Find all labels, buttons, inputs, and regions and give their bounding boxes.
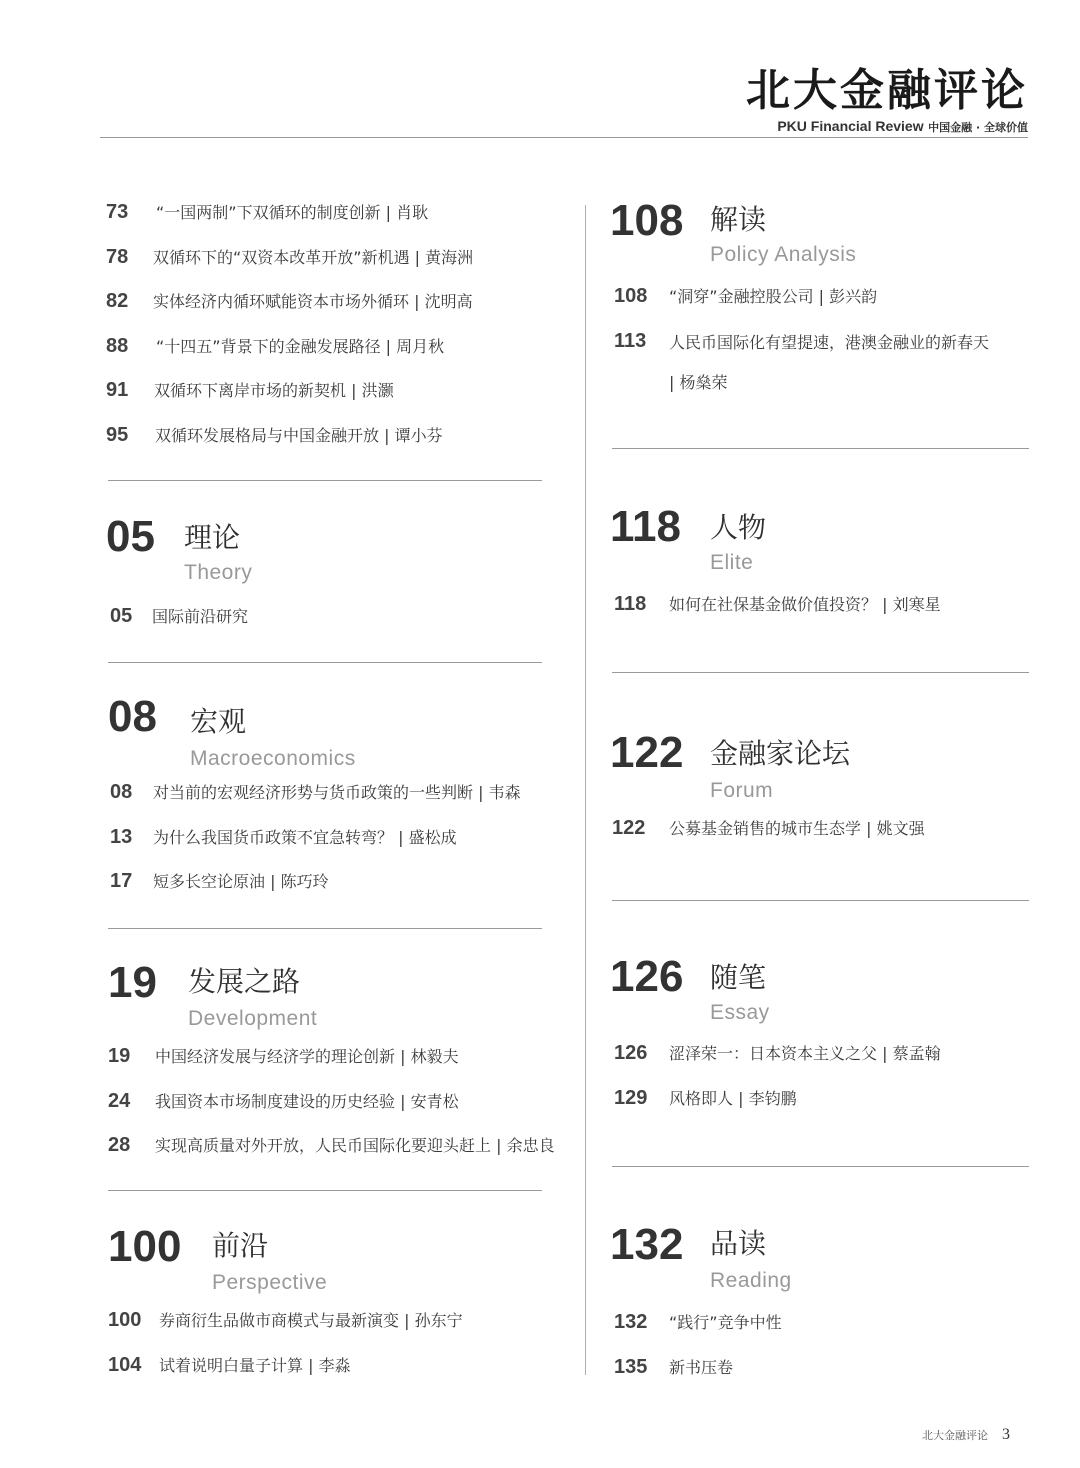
article-title: 试着说明白量子计算 | 李淼: [159, 1355, 351, 1375]
page-number-footer: 3: [1002, 1426, 1010, 1443]
section-title: 宏观: [190, 705, 247, 738]
article-title: 涩泽荣一：日本资本主义之父 | 蔡孟翰: [669, 1044, 941, 1063]
section-title: 发展之路: [188, 965, 301, 998]
footer-publication: 北大金融评论: [922, 1429, 988, 1442]
section-theory: [106, 512, 576, 649]
page-number: 08: [110, 781, 133, 803]
section-title: 金融家论坛: [710, 737, 851, 770]
page-number: 126: [614, 1042, 648, 1064]
section-title-en: Development: [188, 1007, 318, 1030]
page-number: 05: [110, 605, 133, 627]
article-title: 为什么我国货币政策不宜急转弯？ | 盛松成: [153, 827, 457, 847]
article-title: 短多长空论原油 | 陈巧玲: [153, 872, 329, 891]
article-title: 双循环下离岸市场的新契机 | 洪灏: [154, 381, 394, 400]
section-title: 前沿: [212, 1229, 269, 1262]
magazine-title: 北大金融评论: [746, 65, 1028, 116]
toc-entry[interactable]: [614, 1041, 1030, 1086]
section-number: 100: [108, 1222, 182, 1271]
masthead-rule: [100, 137, 1028, 138]
article-title: 国际前沿研究: [152, 607, 249, 626]
section-number: 132: [610, 1220, 684, 1269]
section-title-en: Elite: [710, 551, 754, 574]
page-number: 91: [106, 379, 129, 401]
section-title: 理论: [184, 521, 241, 554]
article-title: 新书压卷: [669, 1357, 734, 1377]
page-number: 19: [108, 1045, 131, 1067]
page-number: 73: [106, 201, 129, 223]
toc-entry[interactable]: [614, 1310, 1030, 1355]
page-number: 113: [614, 329, 647, 352]
article-title: 我国资本市场制度建设的历史经验 | 安青松: [155, 1091, 459, 1111]
section-title: 品读: [710, 1227, 767, 1260]
toc-entry[interactable]: [106, 245, 576, 290]
page-number: 132: [614, 1311, 648, 1333]
article-title: “洞穿”金融控股公司 | 彭兴韵: [669, 287, 878, 306]
page-number: 135: [614, 1355, 648, 1378]
section-title-en: Reading: [710, 1269, 792, 1292]
section-title: 随笔: [710, 961, 767, 994]
intro-entries: [106, 200, 576, 467]
section-forum: [610, 728, 1030, 861]
magazine-slogan: 中国金融 · 全球价值: [928, 121, 1028, 134]
section-macroeconomics: [108, 692, 578, 914]
section-rule: [612, 1166, 1029, 1167]
section-rule: [108, 662, 542, 663]
toc-entry[interactable]: [108, 1089, 583, 1134]
article-title: 风格即人 | 李钧鹏: [669, 1088, 797, 1108]
article-title: 对当前的宏观经济形势与货币政策的一些判断 | 韦森: [153, 783, 521, 802]
section-essay: [610, 952, 1030, 1130]
toc-entry[interactable]: [106, 334, 576, 379]
page-number: 118: [614, 593, 647, 615]
page-footer: [922, 1426, 1010, 1444]
article-title: “一国两制”下双循环的制度创新 | 肖耿: [156, 203, 429, 222]
page-number: 108: [614, 285, 648, 307]
article-title: 人民币国际化有望提速，港澳金融业的新春天 | 杨燊荣: [669, 332, 990, 392]
page-number: 95: [106, 423, 129, 446]
section-number: 122: [610, 728, 684, 777]
section-number: 108: [610, 196, 684, 245]
section-number: 05: [106, 512, 155, 561]
page-number: 82: [106, 290, 129, 312]
section-development: [108, 958, 583, 1178]
article-title: 双循环下的“双资本改革开放”新机遇 | 黄海洲: [153, 247, 474, 267]
page-number: 78: [106, 245, 129, 268]
section-rule: [612, 448, 1029, 449]
magazine-subtitle-en: PKU Financial Review: [777, 118, 924, 134]
article-title: 券商衍生品做市商模式与最新演变 | 孙东宁: [159, 1311, 463, 1330]
magazine-subtitle: [746, 118, 1028, 135]
section-title-en: Macroeconomics: [190, 747, 356, 770]
section-rule: [108, 480, 542, 481]
article-title: 如何在社保基金做价值投资？ | 刘寒星: [669, 595, 941, 614]
page-number: 24: [108, 1089, 131, 1112]
section-title-en: Policy Analysis: [710, 243, 857, 266]
toc-entry[interactable]: [614, 1355, 1030, 1400]
toc-entry[interactable]: [108, 1044, 583, 1089]
toc-entry[interactable]: [106, 378, 576, 423]
section-number: 118: [610, 502, 681, 551]
section-elite: [610, 502, 1030, 637]
article-title: “十四五”背景下的金融发展路径 | 周月秋: [156, 336, 445, 356]
toc-entry[interactable]: [106, 423, 576, 468]
article-title: 实体经济内循环赋能资本市场外循环 | 沈明高: [153, 292, 473, 311]
masthead: [746, 66, 1028, 135]
section-rule: [108, 928, 542, 929]
section-rule: [108, 1190, 542, 1191]
article-title: 公募基金销售的城市生态学 | 姚文强: [669, 819, 925, 838]
section-title-en: Forum: [710, 779, 774, 802]
toc-entry[interactable]: [110, 869, 578, 914]
toc-entry[interactable]: [612, 816, 1030, 861]
section-title: 人物: [710, 511, 767, 544]
section-policy-analysis: [610, 196, 1030, 414]
page-number: 28: [108, 1134, 131, 1156]
section-reading: [610, 1220, 1030, 1399]
toc-entry[interactable]: [106, 289, 576, 334]
section-title-en: Theory: [184, 561, 253, 584]
toc-entry[interactable]: [614, 592, 1030, 637]
toc-entry[interactable]: [108, 1308, 578, 1353]
section-number: 19: [108, 958, 157, 1007]
article-title: 实现高质量对外开放，人民币国际化要迎头赶上 | 余忠良: [155, 1136, 555, 1155]
page-number: 122: [612, 817, 646, 839]
page-number: 17: [110, 870, 133, 892]
toc-entry[interactable]: [614, 329, 1030, 414]
section-title: 解读: [710, 203, 767, 236]
page-number: 88: [106, 334, 129, 357]
section-number: 126: [610, 952, 684, 1001]
page-number: 13: [110, 825, 133, 848]
toc-entry[interactable]: [110, 604, 576, 649]
section-rule: [612, 672, 1029, 673]
section-title-en: Perspective: [212, 1271, 328, 1294]
article-title: 双循环发展格局与中国金融开放 | 谭小芬: [155, 425, 443, 445]
toc-entry[interactable]: [614, 1086, 1030, 1131]
toc-entry[interactable]: [106, 200, 576, 245]
page-number: 100: [108, 1309, 142, 1331]
article-title: “践行”竞争中性: [669, 1313, 782, 1332]
toc-entry[interactable]: [108, 1133, 583, 1178]
page-number: 129: [614, 1086, 648, 1109]
section-number: 08: [108, 692, 157, 741]
toc-entry[interactable]: [108, 1353, 578, 1398]
page-number: 104: [108, 1353, 142, 1376]
toc-entry[interactable]: [110, 825, 578, 870]
section-rule: [612, 900, 1029, 901]
article-title: 中国经济发展与经济学的理论创新 | 林毅夫: [155, 1047, 459, 1066]
toc-entry[interactable]: [110, 780, 578, 825]
section-perspective: [108, 1222, 578, 1397]
column-divider: [585, 205, 586, 1375]
section-title-en: Essay: [710, 1001, 770, 1024]
